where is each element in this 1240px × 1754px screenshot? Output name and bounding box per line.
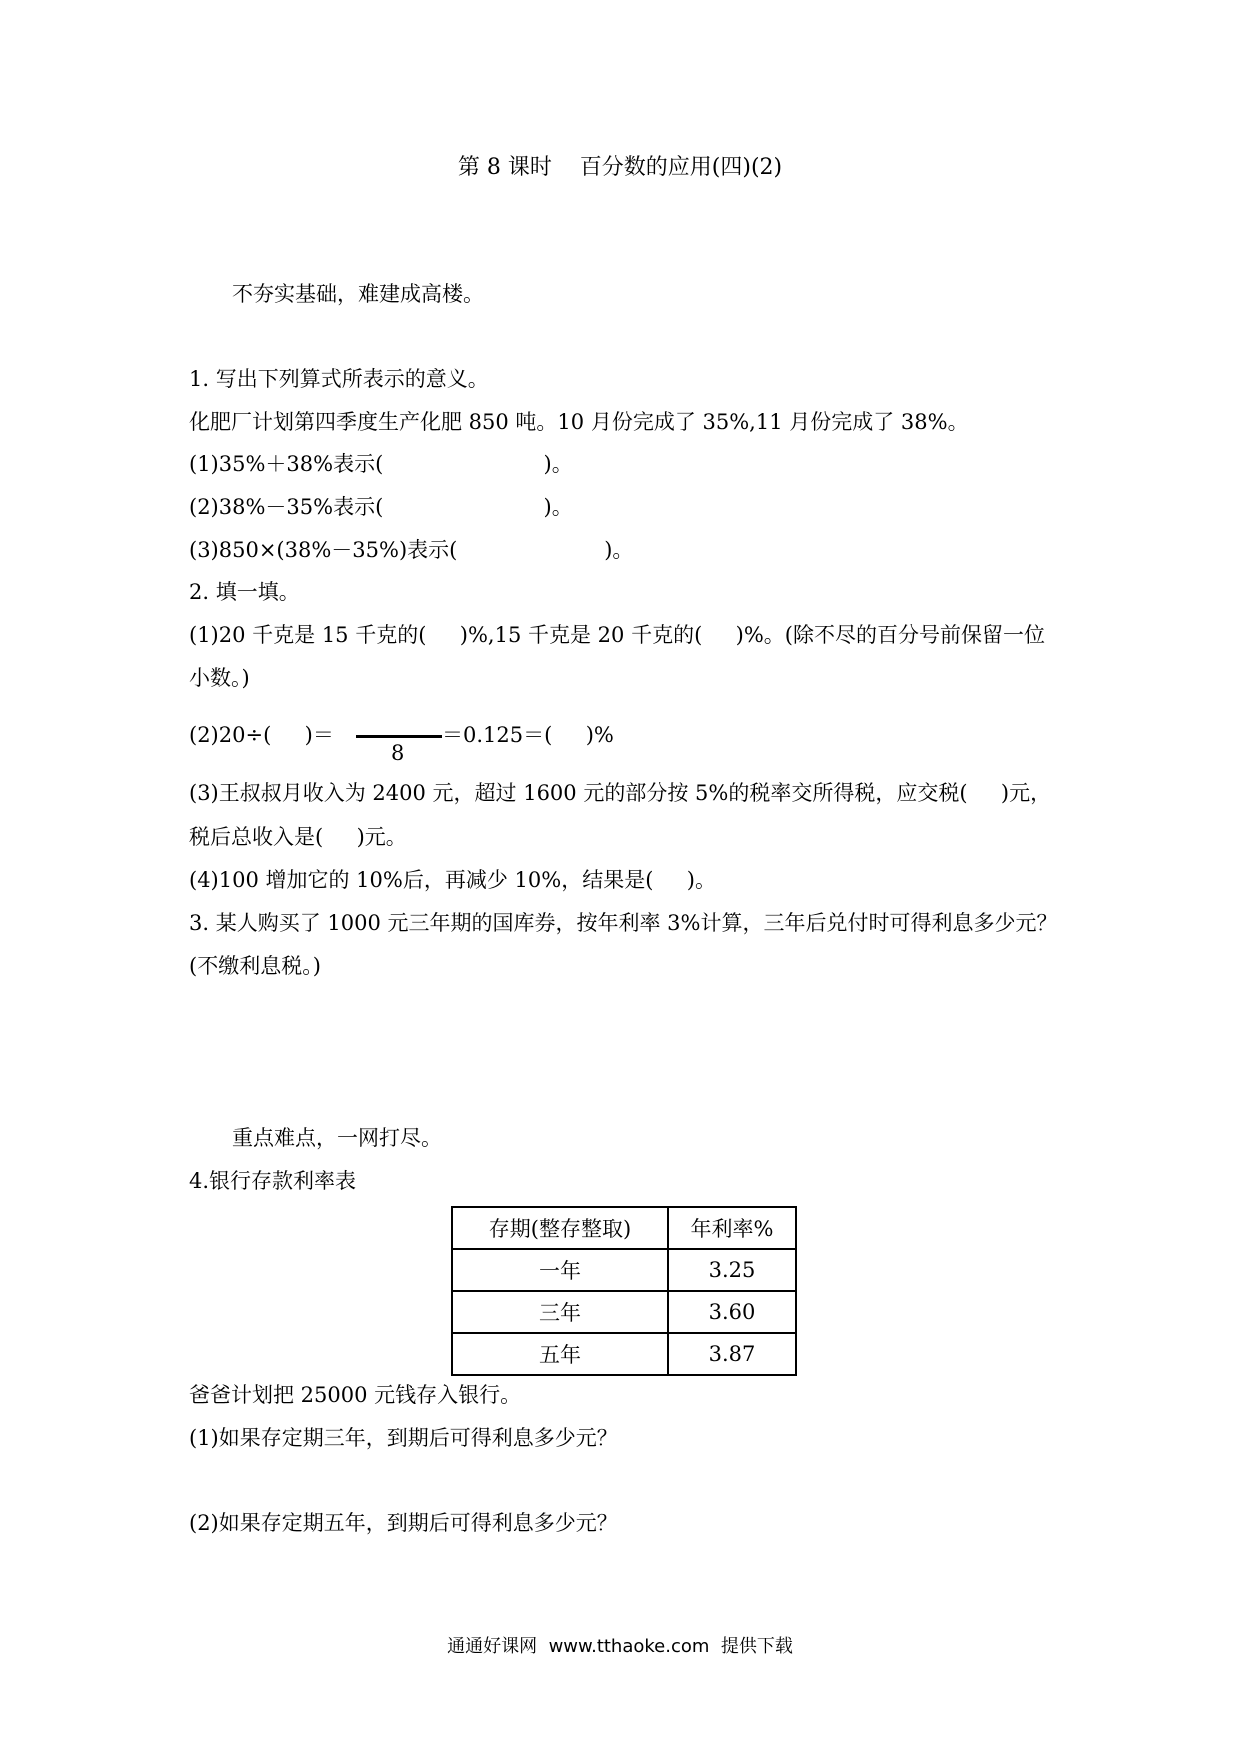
table-cell-term: 三年: [452, 1291, 668, 1333]
q2-item-4: (4)100 增加它的 10%后，再减少 10%，结果是( )。: [189, 868, 716, 892]
q2-item-2-right: ＝0.125＝( )%: [442, 723, 614, 747]
q1-heading: 1. 写出下列算式所表示的意义。: [189, 367, 489, 391]
footer-credit: 通通好课网 www.tthaoke.com 提供下载: [447, 1636, 793, 1657]
q1-item-1: (1)35%＋38%表示( )。: [189, 452, 573, 476]
q2-item-1-line2: 小数。): [189, 666, 250, 690]
q1-item-2: (2)38%－35%表示( )。: [189, 495, 573, 519]
table-cell-term: 五年: [452, 1333, 668, 1375]
q1-item-3: (3)850×(38%－35%)表示( )。: [189, 538, 634, 562]
q2-item-3-line2: 税后总收入是( )元。: [189, 825, 407, 849]
table-header-row: [452, 1207, 796, 1249]
table-row: [452, 1291, 796, 1333]
q4-heading: 4.银行存款利率表: [189, 1169, 357, 1193]
q4-item-2: (2)如果存定期五年，到期后可得利息多少元？: [189, 1511, 618, 1535]
section-motto-basics: 不夯实基础，难建成高楼。: [232, 282, 484, 306]
q2-item-2-left: (2)20÷( )＝: [189, 723, 334, 747]
interest-rate-table: [451, 1206, 797, 1376]
q4-item-1: (1)如果存定期三年，到期后可得利息多少元？: [189, 1426, 618, 1450]
fraction-bar: [356, 735, 442, 738]
table-header-term: 存期(整存整取): [452, 1207, 668, 1249]
q3-line1: 3. 某人购买了 1000 元三年期的国库券，按年利率 3%计算，三年后兑付时可得利息多少元？: [189, 911, 1058, 935]
table-cell-rate: 3.25: [668, 1249, 796, 1291]
q3-line2: (不缴利息税。): [189, 954, 321, 978]
q2-item-1-line1: (1)20 千克是 15 千克的( )%,15 千克是 20 千克的( )%。(除不尽的百分号前保留一位: [189, 623, 1045, 647]
table-cell-rate: 3.87: [668, 1333, 796, 1375]
page-title: 第 8 课时 百分数的应用(四)(2): [457, 155, 783, 180]
table-header-rate: 年利率%: [668, 1207, 796, 1249]
table-row: [452, 1333, 796, 1375]
q2-heading: 2. 填一填。: [189, 580, 300, 604]
section-motto-keypoints: 重点难点，一网打尽。: [232, 1126, 442, 1150]
q2-item-3-line1: (3)王叔叔月收入为 2400 元，超过 1600 元的部分按 5%的税率交所得税，应交税( )元，: [189, 781, 1052, 805]
q4-context: 爸爸计划把 25000 元钱存入银行。: [189, 1383, 522, 1407]
table-row: [452, 1249, 796, 1291]
fraction-denominator: 8: [391, 741, 405, 765]
table-cell-term: 一年: [452, 1249, 668, 1291]
q1-context: 化肥厂计划第四季度生产化肥 850 吨。10 月份完成了 35%,11 月份完成了 38%。: [189, 410, 969, 434]
table-cell-rate: 3.60: [668, 1291, 796, 1333]
